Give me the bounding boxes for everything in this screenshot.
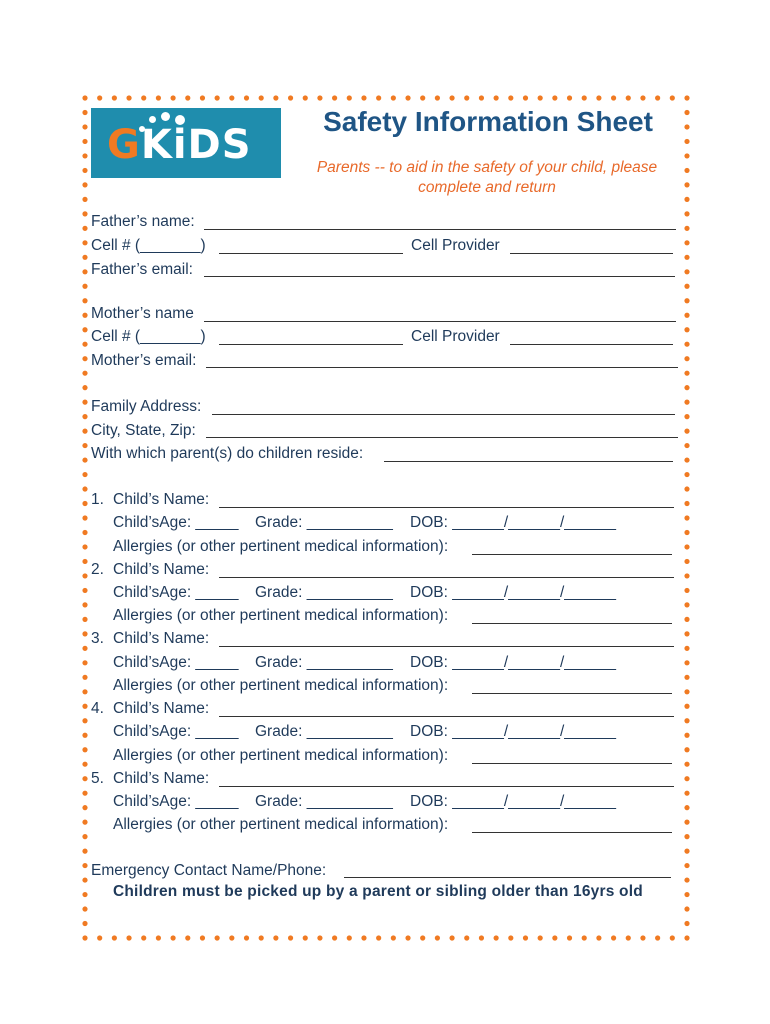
border-dot — [82, 646, 87, 651]
border-dot — [567, 95, 572, 100]
border-dot — [82, 660, 87, 665]
border-dot — [684, 472, 689, 477]
border-dot — [244, 95, 249, 100]
border-dot — [82, 110, 87, 115]
border-dot — [552, 935, 557, 940]
border-dot — [82, 95, 87, 100]
border-dot — [82, 197, 87, 202]
child-name-field[interactable] — [219, 577, 674, 578]
border-dot — [508, 935, 513, 940]
border-dot — [361, 95, 366, 100]
border-dot — [596, 95, 601, 100]
border-dot — [376, 95, 381, 100]
border-dot — [655, 935, 660, 940]
pickup-notice: Children must be picked up by a parent or sibling older than 16yrs old — [113, 883, 643, 900]
child-name-field[interactable] — [219, 786, 674, 787]
border-dot — [684, 588, 689, 593]
child-grade-label: Grade: __________ — [255, 514, 393, 532]
border-dot — [97, 935, 102, 940]
border-dot — [684, 95, 689, 100]
family-address-label: Family Address: — [91, 398, 202, 415]
child-allergies-field[interactable] — [472, 832, 672, 833]
border-dot — [684, 559, 689, 564]
child-grade-label: Grade: __________ — [255, 584, 393, 601]
border-dot — [82, 284, 87, 289]
border-dot — [405, 935, 410, 940]
border-dot — [273, 95, 278, 100]
border-dot — [684, 197, 689, 202]
child-allergies-label: Allergies (or other pertinent medical information): — [113, 816, 449, 834]
border-dot — [82, 849, 87, 854]
border-dot — [405, 95, 410, 100]
border-dot — [684, 660, 689, 665]
child-name-label: Child’s Name: — [113, 700, 210, 718]
border-dot — [82, 834, 87, 839]
border-dot — [317, 95, 322, 100]
border-dot — [82, 255, 87, 260]
border-dot — [684, 385, 689, 390]
border-dot — [684, 805, 689, 810]
child-dob-label: DOB: ______/______/______ — [410, 653, 616, 671]
border-dot — [684, 240, 689, 245]
border-dot — [684, 501, 689, 506]
border-dot — [684, 602, 689, 607]
border-dot — [494, 935, 499, 940]
border-dot — [494, 95, 499, 100]
child-age-label: Child’sAge: _____ — [113, 653, 239, 671]
border-dot — [684, 747, 689, 752]
reside-field[interactable] — [384, 461, 673, 462]
border-dot — [684, 356, 689, 361]
border-dot — [82, 892, 87, 897]
border-dot — [82, 747, 87, 752]
border-dot — [82, 240, 87, 245]
border-dot — [684, 342, 689, 347]
border-dot — [82, 414, 87, 419]
border-dot — [684, 617, 689, 622]
border-dot — [684, 327, 689, 332]
border-dot — [82, 168, 87, 173]
border-dot — [684, 269, 689, 274]
border-dot — [82, 791, 87, 796]
border-dot — [684, 892, 689, 897]
border-dot — [684, 689, 689, 694]
border-dot — [332, 935, 337, 940]
border-dot — [126, 95, 131, 100]
mother-provider-field[interactable] — [510, 344, 673, 345]
border-dot — [684, 400, 689, 405]
border-dot — [670, 95, 675, 100]
border-dot — [273, 935, 278, 940]
border-dot — [185, 935, 190, 940]
border-dot — [82, 877, 87, 882]
border-dot — [684, 675, 689, 680]
border-dot — [684, 139, 689, 144]
child-number: 3. — [91, 630, 104, 648]
child-number: 5. — [91, 769, 104, 787]
border-dot — [684, 733, 689, 738]
border-dot — [215, 95, 220, 100]
child-dob-label: DOB: ______/______/______ — [410, 793, 616, 811]
mother-name-label: Mother’s name — [91, 305, 194, 322]
border-dot — [82, 472, 87, 477]
border-dot — [82, 371, 87, 376]
border-dot — [288, 95, 293, 100]
border-dot — [684, 153, 689, 158]
page-subtitle: Parents -- to aid in the safety of your child, please complete and return — [316, 159, 658, 196]
border-dot — [684, 791, 689, 796]
border-dot — [684, 921, 689, 926]
border-dot — [82, 820, 87, 825]
border-dot — [626, 935, 631, 940]
border-dot — [538, 935, 543, 940]
border-dot — [97, 95, 102, 100]
border-dot — [141, 95, 146, 100]
border-dot — [552, 95, 557, 100]
border-dot — [82, 906, 87, 911]
border-dot — [82, 863, 87, 868]
border-dot — [684, 631, 689, 636]
border-dot — [567, 935, 572, 940]
child-name-field[interactable] — [219, 646, 674, 647]
border-dot — [141, 935, 146, 940]
border-dot — [82, 385, 87, 390]
border-dot — [449, 935, 454, 940]
border-dot — [684, 776, 689, 781]
child-name-field[interactable] — [219, 716, 674, 717]
border-dot — [82, 718, 87, 723]
border-dot — [82, 501, 87, 506]
border-dot — [82, 602, 87, 607]
border-dot — [82, 226, 87, 231]
border-dot — [229, 95, 234, 100]
border-dot — [82, 530, 87, 535]
father-email-field[interactable] — [204, 276, 675, 277]
child-allergies-label: Allergies (or other pertinent medical information): — [113, 677, 449, 694]
father-cell-label: Cell # (_______) — [91, 237, 206, 254]
mother-cell-label: Cell # (_______) — [91, 328, 206, 345]
border-dot — [126, 935, 131, 940]
border-dot — [170, 95, 175, 100]
child-name-label: Child’s Name: — [113, 630, 210, 648]
border-dot — [347, 95, 352, 100]
border-dot — [82, 298, 87, 303]
border-dot — [82, 573, 87, 578]
border-dot — [684, 486, 689, 491]
border-dot — [288, 935, 293, 940]
child-age-label: Child’sAge: _____ — [113, 514, 239, 532]
border-dot — [684, 429, 689, 434]
father-email-label: Father’s email: — [91, 261, 193, 278]
child-allergies-field[interactable] — [472, 554, 672, 555]
border-dot — [684, 573, 689, 578]
border-dot — [684, 820, 689, 825]
border-dot — [684, 298, 689, 303]
border-dot — [82, 776, 87, 781]
border-dot — [259, 935, 264, 940]
border-dot — [82, 544, 87, 549]
border-dot — [215, 935, 220, 940]
child-allergies-field[interactable] — [472, 763, 672, 764]
border-dot — [82, 675, 87, 680]
emergency-contact-label: Emergency Contact Name/Phone: — [91, 862, 327, 879]
border-dot — [82, 762, 87, 767]
border-dot — [170, 935, 175, 940]
border-dot — [259, 95, 264, 100]
border-dot — [582, 935, 587, 940]
gkids-logo: GKiDS — [91, 108, 281, 178]
border-dot — [82, 400, 87, 405]
border-dot — [640, 935, 645, 940]
border-dot — [303, 95, 308, 100]
border-dot — [523, 95, 528, 100]
border-dot — [479, 95, 484, 100]
child-name-label: Child’s Name: — [113, 560, 210, 578]
border-dot — [684, 313, 689, 318]
child-allergies-label: Allergies (or other pertinent medical information): — [113, 537, 449, 555]
border-dot — [82, 457, 87, 462]
border-dot — [391, 95, 396, 100]
reside-label: With which parent(s) do children reside: — [91, 445, 364, 462]
child-allergies-field[interactable] — [472, 623, 672, 624]
border-dot — [82, 588, 87, 593]
border-dot — [82, 559, 87, 564]
border-dot — [82, 313, 87, 318]
border-dot — [684, 877, 689, 882]
father-name-field[interactable] — [204, 229, 676, 230]
border-dot — [82, 631, 87, 636]
child-number: 2. — [91, 560, 104, 578]
border-dot — [420, 95, 425, 100]
border-dot — [82, 356, 87, 361]
border-dot — [82, 733, 87, 738]
father-provider-label: Cell Provider — [411, 237, 500, 254]
border-dot — [435, 95, 440, 100]
child-grade-label: Grade: __________ — [255, 793, 393, 811]
border-dot — [112, 935, 117, 940]
border-dot — [684, 718, 689, 723]
border-dot — [684, 284, 689, 289]
child-allergies-field[interactable] — [472, 693, 672, 694]
page-title: Safety Information Sheet — [323, 106, 653, 137]
border-dot — [82, 124, 87, 129]
border-dot — [684, 834, 689, 839]
child-allergies-label: Allergies (or other pertinent medical information): — [113, 607, 449, 625]
border-dot — [82, 443, 87, 448]
border-dot — [82, 153, 87, 158]
border-dot — [185, 95, 190, 100]
child-name-label: Child’s Name: — [113, 491, 210, 508]
border-dot — [684, 515, 689, 520]
border-dot — [611, 935, 616, 940]
border-dot — [449, 95, 454, 100]
child-age-label: Child’sAge: _____ — [113, 793, 239, 811]
border-dot — [670, 935, 675, 940]
border-dot — [684, 371, 689, 376]
child-number: 4. — [91, 700, 104, 718]
border-dot — [684, 226, 689, 231]
city-state-zip-label: City, State, Zip: — [91, 422, 196, 439]
child-number: 1. — [91, 491, 104, 508]
border-dot — [82, 327, 87, 332]
border-dot — [82, 704, 87, 709]
border-dot — [303, 935, 308, 940]
child-dob-label: DOB: ______/______/______ — [410, 584, 616, 601]
border-dot — [332, 95, 337, 100]
border-dot — [420, 935, 425, 940]
border-dot — [244, 935, 249, 940]
border-dot — [82, 689, 87, 694]
border-dot — [82, 139, 87, 144]
father-provider-field[interactable] — [510, 253, 673, 254]
border-dot — [684, 530, 689, 535]
border-dot — [684, 762, 689, 767]
border-dot — [684, 544, 689, 549]
border-dot — [684, 443, 689, 448]
city-state-zip-field[interactable] — [206, 437, 678, 438]
border-dot — [684, 124, 689, 129]
border-dot — [684, 182, 689, 187]
mother-email-field[interactable] — [206, 367, 678, 368]
father-cell-field[interactable] — [219, 253, 403, 254]
border-dot — [156, 95, 161, 100]
mother-provider-label: Cell Provider — [411, 328, 500, 345]
border-dot — [347, 935, 352, 940]
border-dot — [82, 486, 87, 491]
child-name-field[interactable] — [219, 507, 674, 508]
border-dot — [464, 935, 469, 940]
mother-email-label: Mother’s email: — [91, 352, 197, 369]
child-dob-label: DOB: ______/______/______ — [410, 723, 616, 741]
child-age-label: Child’sAge: _____ — [113, 723, 239, 741]
border-dot — [684, 457, 689, 462]
border-dot — [435, 935, 440, 940]
border-dot — [611, 95, 616, 100]
border-dot — [523, 935, 528, 940]
border-dot — [82, 269, 87, 274]
border-dot — [684, 168, 689, 173]
border-dot — [684, 646, 689, 651]
child-age-label: Child’sAge: _____ — [113, 584, 239, 601]
border-dot — [626, 95, 631, 100]
border-dot — [596, 935, 601, 940]
border-dot — [200, 935, 205, 940]
border-dot — [684, 211, 689, 216]
border-dot — [391, 935, 396, 940]
border-dot — [684, 110, 689, 115]
border-dot — [112, 95, 117, 100]
border-dot — [479, 935, 484, 940]
border-dot — [684, 935, 689, 940]
border-dot — [82, 182, 87, 187]
border-dot — [684, 863, 689, 868]
child-grade-label: Grade: __________ — [255, 723, 393, 741]
child-allergies-label: Allergies (or other pertinent medical information): — [113, 746, 449, 764]
border-dot — [538, 95, 543, 100]
border-dot — [361, 935, 366, 940]
border-dot — [200, 95, 205, 100]
border-dot — [82, 617, 87, 622]
emergency-contact-field[interactable] — [344, 877, 671, 878]
border-dot — [82, 935, 87, 940]
child-dob-label: DOB: ______/______/______ — [410, 514, 616, 532]
border-dot — [684, 255, 689, 260]
border-dot — [464, 95, 469, 100]
border-dot — [82, 211, 87, 216]
border-dot — [508, 95, 513, 100]
family-address-field[interactable] — [212, 414, 675, 415]
border-dot — [82, 342, 87, 347]
border-dot — [82, 515, 87, 520]
child-grade-label: Grade: __________ — [255, 653, 393, 671]
father-name-label: Father’s name: — [91, 213, 195, 230]
border-dot — [376, 935, 381, 940]
border-dot — [684, 906, 689, 911]
border-dot — [82, 805, 87, 810]
border-dot — [156, 935, 161, 940]
border-dot — [655, 95, 660, 100]
border-dot — [640, 95, 645, 100]
border-dot — [82, 429, 87, 434]
border-dot — [582, 95, 587, 100]
border-dot — [82, 921, 87, 926]
border-dot — [684, 849, 689, 854]
border-dot — [684, 704, 689, 709]
border-dot — [317, 935, 322, 940]
border-dot — [684, 414, 689, 419]
border-dot — [229, 935, 234, 940]
child-name-label: Child’s Name: — [113, 769, 210, 787]
mother-name-field[interactable] — [204, 321, 676, 322]
mother-cell-field[interactable] — [219, 344, 403, 345]
